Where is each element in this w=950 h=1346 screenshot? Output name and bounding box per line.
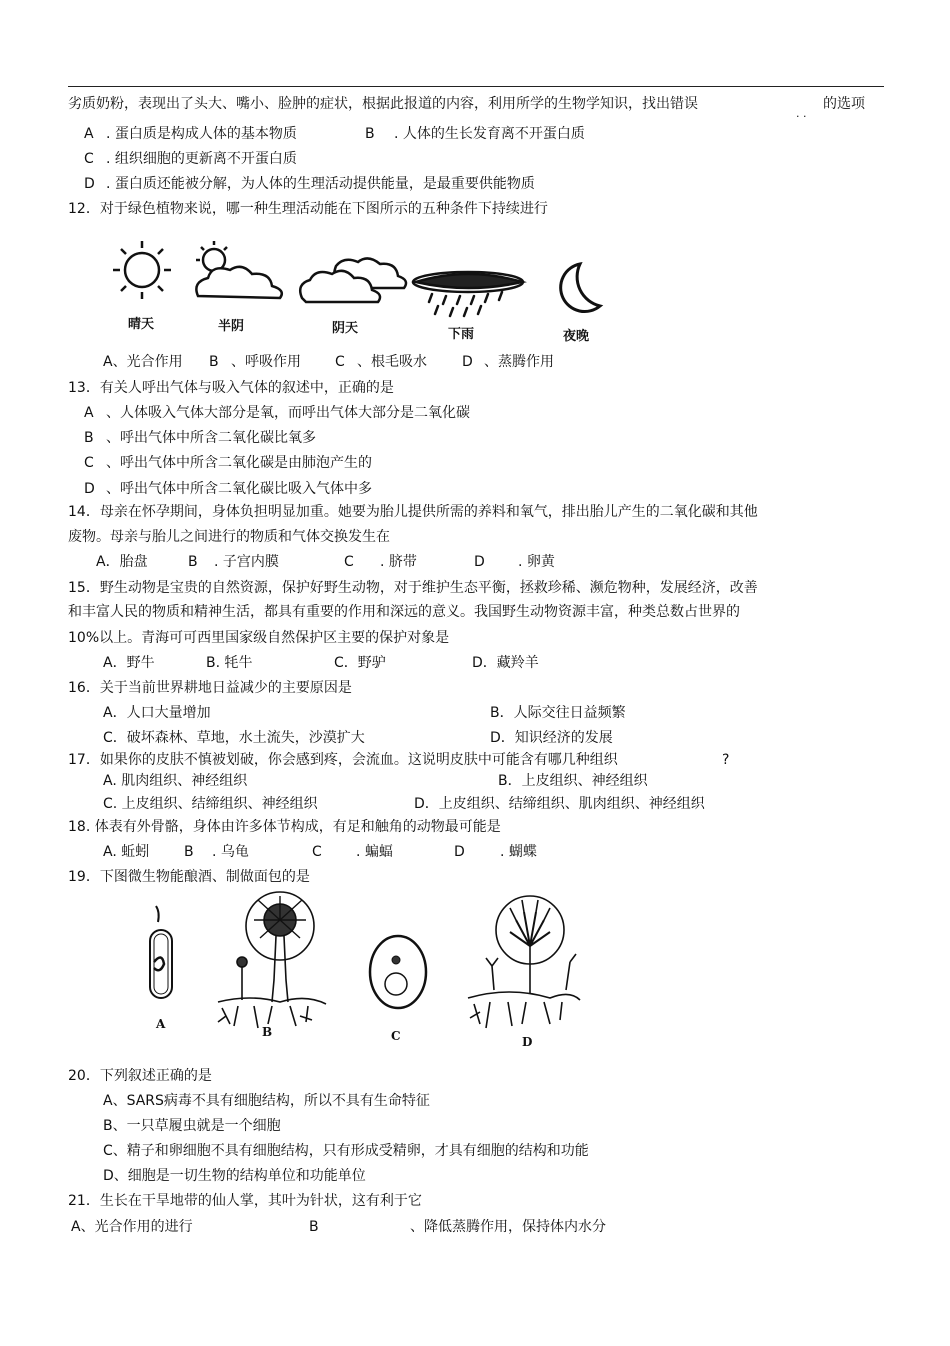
q14-option-a[interactable]: A．胎盘 [96,554,148,570]
overcast-icon [300,258,406,302]
q17-question-mark: ? [722,752,730,768]
q14-option-b-key[interactable]: B [188,554,198,570]
q16-option-c[interactable]: C．破坏森林、草地，水土流失，沙漠扩大 [103,730,365,746]
q18-option-b-key[interactable]: B [184,844,194,860]
q20-option-b[interactable]: B、一只草履虫就是一个细胞 [103,1118,281,1134]
q14-stem-line1: 14．母亲在怀孕期间，身体负担明显加重。她要为胎儿提供所需的养料和氧气，排出胎儿产生的二氧化碳和其他 [68,504,758,520]
q17-option-b[interactable]: B．上皮组织、神经组织 [498,773,648,789]
q18-option-b[interactable]: . 乌龟 [212,844,249,860]
q13-option-c-key[interactable]: C [84,455,94,471]
partly-cloudy-icon [196,241,282,298]
q17-stem: 17．如果你的皮肤不慎被划破，你会感到疼，会流血。这说明皮肤中可能含有哪几种组织 [68,752,618,768]
q11-option-c[interactable]: . 组织细胞的更新离不开蛋白质 [106,151,297,167]
q16-option-a[interactable]: A．人口大量增加 [103,705,211,721]
bacterium-icon [150,906,172,998]
weather-label-partly-cloudy: 半阴 [218,319,245,334]
weather-label-night: 夜晚 [563,329,590,344]
microbe-label-d: D [522,1035,533,1049]
q17-option-d[interactable]: D．上皮组织、结缔组织、肌肉组织、神经组织 [414,796,705,812]
q13-option-a[interactable]: 、人体吸入气体大部分是氧，而呼出气体大部分是二氧化碳 [106,405,470,421]
q14-stem-line2: 废物。母亲与胎儿之间进行的物质和气体交换发生在 [68,529,390,545]
q12-option-a[interactable]: A、光合作用 [103,354,183,370]
q20-stem: 20．下列叙述正确的是 [68,1068,212,1084]
q12-option-c[interactable]: 、根毛吸水 [357,354,427,370]
night-moon-icon [561,264,600,312]
q20-option-c[interactable]: C、精子和卵细胞不具有细胞结构，只有形成受精卵，才具有细胞的结构和功能 [103,1143,589,1159]
q14-option-d-key[interactable]: D [474,554,485,570]
q15-stem-line1: 15．野生动物是宝贵的自然资源，保护好野生动物，对于维护生态平衡，拯救珍稀、濒危物种，发展经济，改善 [68,580,758,596]
q11-option-b[interactable]: . 人体的生长发育离不开蛋白质 [394,126,585,142]
weather-label-overcast: 阴天 [332,321,359,336]
q12-option-b[interactable]: 、呼吸作用 [231,354,301,370]
q12-option-d-key[interactable]: D [462,354,473,370]
q15-option-b[interactable]: B. 牦牛 [206,655,253,671]
q13-option-d[interactable]: 、呼出气体中所含二氧化碳比吸入气体中多 [106,481,372,497]
q18-option-c[interactable]: . 蝙蝠 [356,844,393,860]
q11-option-a[interactable]: . 蛋白质是构成人体的基本物质 [106,126,297,142]
penicillium-icon [468,896,580,1028]
q15-option-c[interactable]: C．野驴 [334,655,386,671]
q20-option-a[interactable]: A、SARS病毒不具有细胞结构，所以不具有生命特征 [103,1093,430,1109]
weather-label-rain: 下雨 [448,327,475,342]
q14-option-c-key[interactable]: C [344,554,354,570]
q16-option-d[interactable]: D．知识经济的发展 [490,730,613,746]
q12-option-d[interactable]: 、蒸腾作用 [484,354,554,370]
q12-option-c-key[interactable]: C [335,354,345,370]
microbe-figure [130,890,590,1056]
q14-option-d[interactable]: . 卵黄 [518,554,555,570]
q18-option-d-key[interactable]: D [454,844,465,860]
q14-option-c[interactable]: . 脐带 [380,554,417,570]
q15-option-a[interactable]: A．野牛 [103,655,155,671]
yeast-icon [370,936,426,1008]
mold-icon [218,892,326,1028]
q13-option-b-key[interactable]: B [84,430,94,446]
q18-option-c-key[interactable]: C [312,844,322,860]
microbe-label-c: C [391,1029,401,1043]
q11-option-c-key[interactable]: C [84,151,94,167]
q20-option-d[interactable]: D、细胞是一切生物的结构单位和功能单位 [103,1168,366,1184]
q15-stem-line2: 和丰富人民的物质和精神生活，都具有重要的作用和深远的意义。我国野生动物资源丰富，种类总数占世界的 [68,604,740,620]
q13-option-b[interactable]: 、呼出气体中所含二氧化碳比氧多 [106,430,316,446]
header-rule [68,86,884,87]
q16-option-b[interactable]: B．人际交往日益频繁 [490,705,626,721]
q12-stem: 12．对于绿色植物来说，哪一种生理活动能在下图所示的五种条件下持续进行 [68,201,548,217]
q18-stem: 18. 体表有外骨骼，身体由许多体节构成，有足和触角的动物最可能是 [68,819,501,835]
q11-option-a-key[interactable]: A [84,126,94,142]
q21-stem: 21．生长在干旱地带的仙人掌，其叶为针状，这有利于它 [68,1193,422,1209]
q21-option-b-key[interactable]: B [309,1219,319,1235]
q15-stem-line3: 10%以上。青海可可西里国家级自然保护区主要的保护对象是 [68,630,450,646]
q13-option-c[interactable]: 、呼出气体中所含二氧化碳是由肺泡产生的 [106,455,372,471]
q11-emphasis-dots: . . [796,107,807,120]
microbe-label-a: A [156,1017,166,1031]
q11-stem: 劣质奶粉，表现出了头大、嘴小、脸肿的症状，根据此报道的内容，利用所学的生物学知识，找出错误 [68,96,698,112]
q16-stem: 16．关于当前世界耕地日益减少的主要原因是 [68,680,352,696]
q13-option-d-key[interactable]: D [84,481,95,497]
q11-option-d[interactable]: . 蛋白质还能被分解，为人体的生理活动提供能量，是最重要供能物质 [106,176,535,192]
q19-stem: 19．下图微生物能酿酒、制做面包的是 [68,869,310,885]
q13-option-a-key[interactable]: A [84,405,94,421]
q17-option-c[interactable]: C. 上皮组织、结缔组织、神经组织 [103,796,318,812]
q21-option-b[interactable]: 、降低蒸腾作用，保持体内水分 [410,1219,606,1235]
q15-option-d[interactable]: D．藏羚羊 [472,655,539,671]
q14-option-b[interactable]: . 子宫内膜 [214,554,279,570]
q17-option-a[interactable]: A. 肌肉组织、神经组织 [103,773,248,789]
q18-option-d[interactable]: . 蝴蝶 [500,844,537,860]
q11-option-b-key[interactable]: B [365,126,375,142]
q21-option-a[interactable]: A、光合作用的进行 [71,1219,193,1235]
rain-icon [413,272,523,316]
microbe-label-b: B [262,1025,273,1039]
weather-label-sunny: 晴天 [128,317,155,332]
sunny-icon [113,241,171,299]
q11-stem-end: 的选项 [823,96,865,112]
q12-option-b-key[interactable]: B [209,354,219,370]
weather-figure [96,236,606,348]
q18-option-a[interactable]: A. 蚯蚓 [103,844,150,860]
q11-option-d-key[interactable]: D [84,176,95,192]
q13-stem: 13．有关人呼出气体与吸入气体的叙述中，正确的是 [68,380,394,396]
